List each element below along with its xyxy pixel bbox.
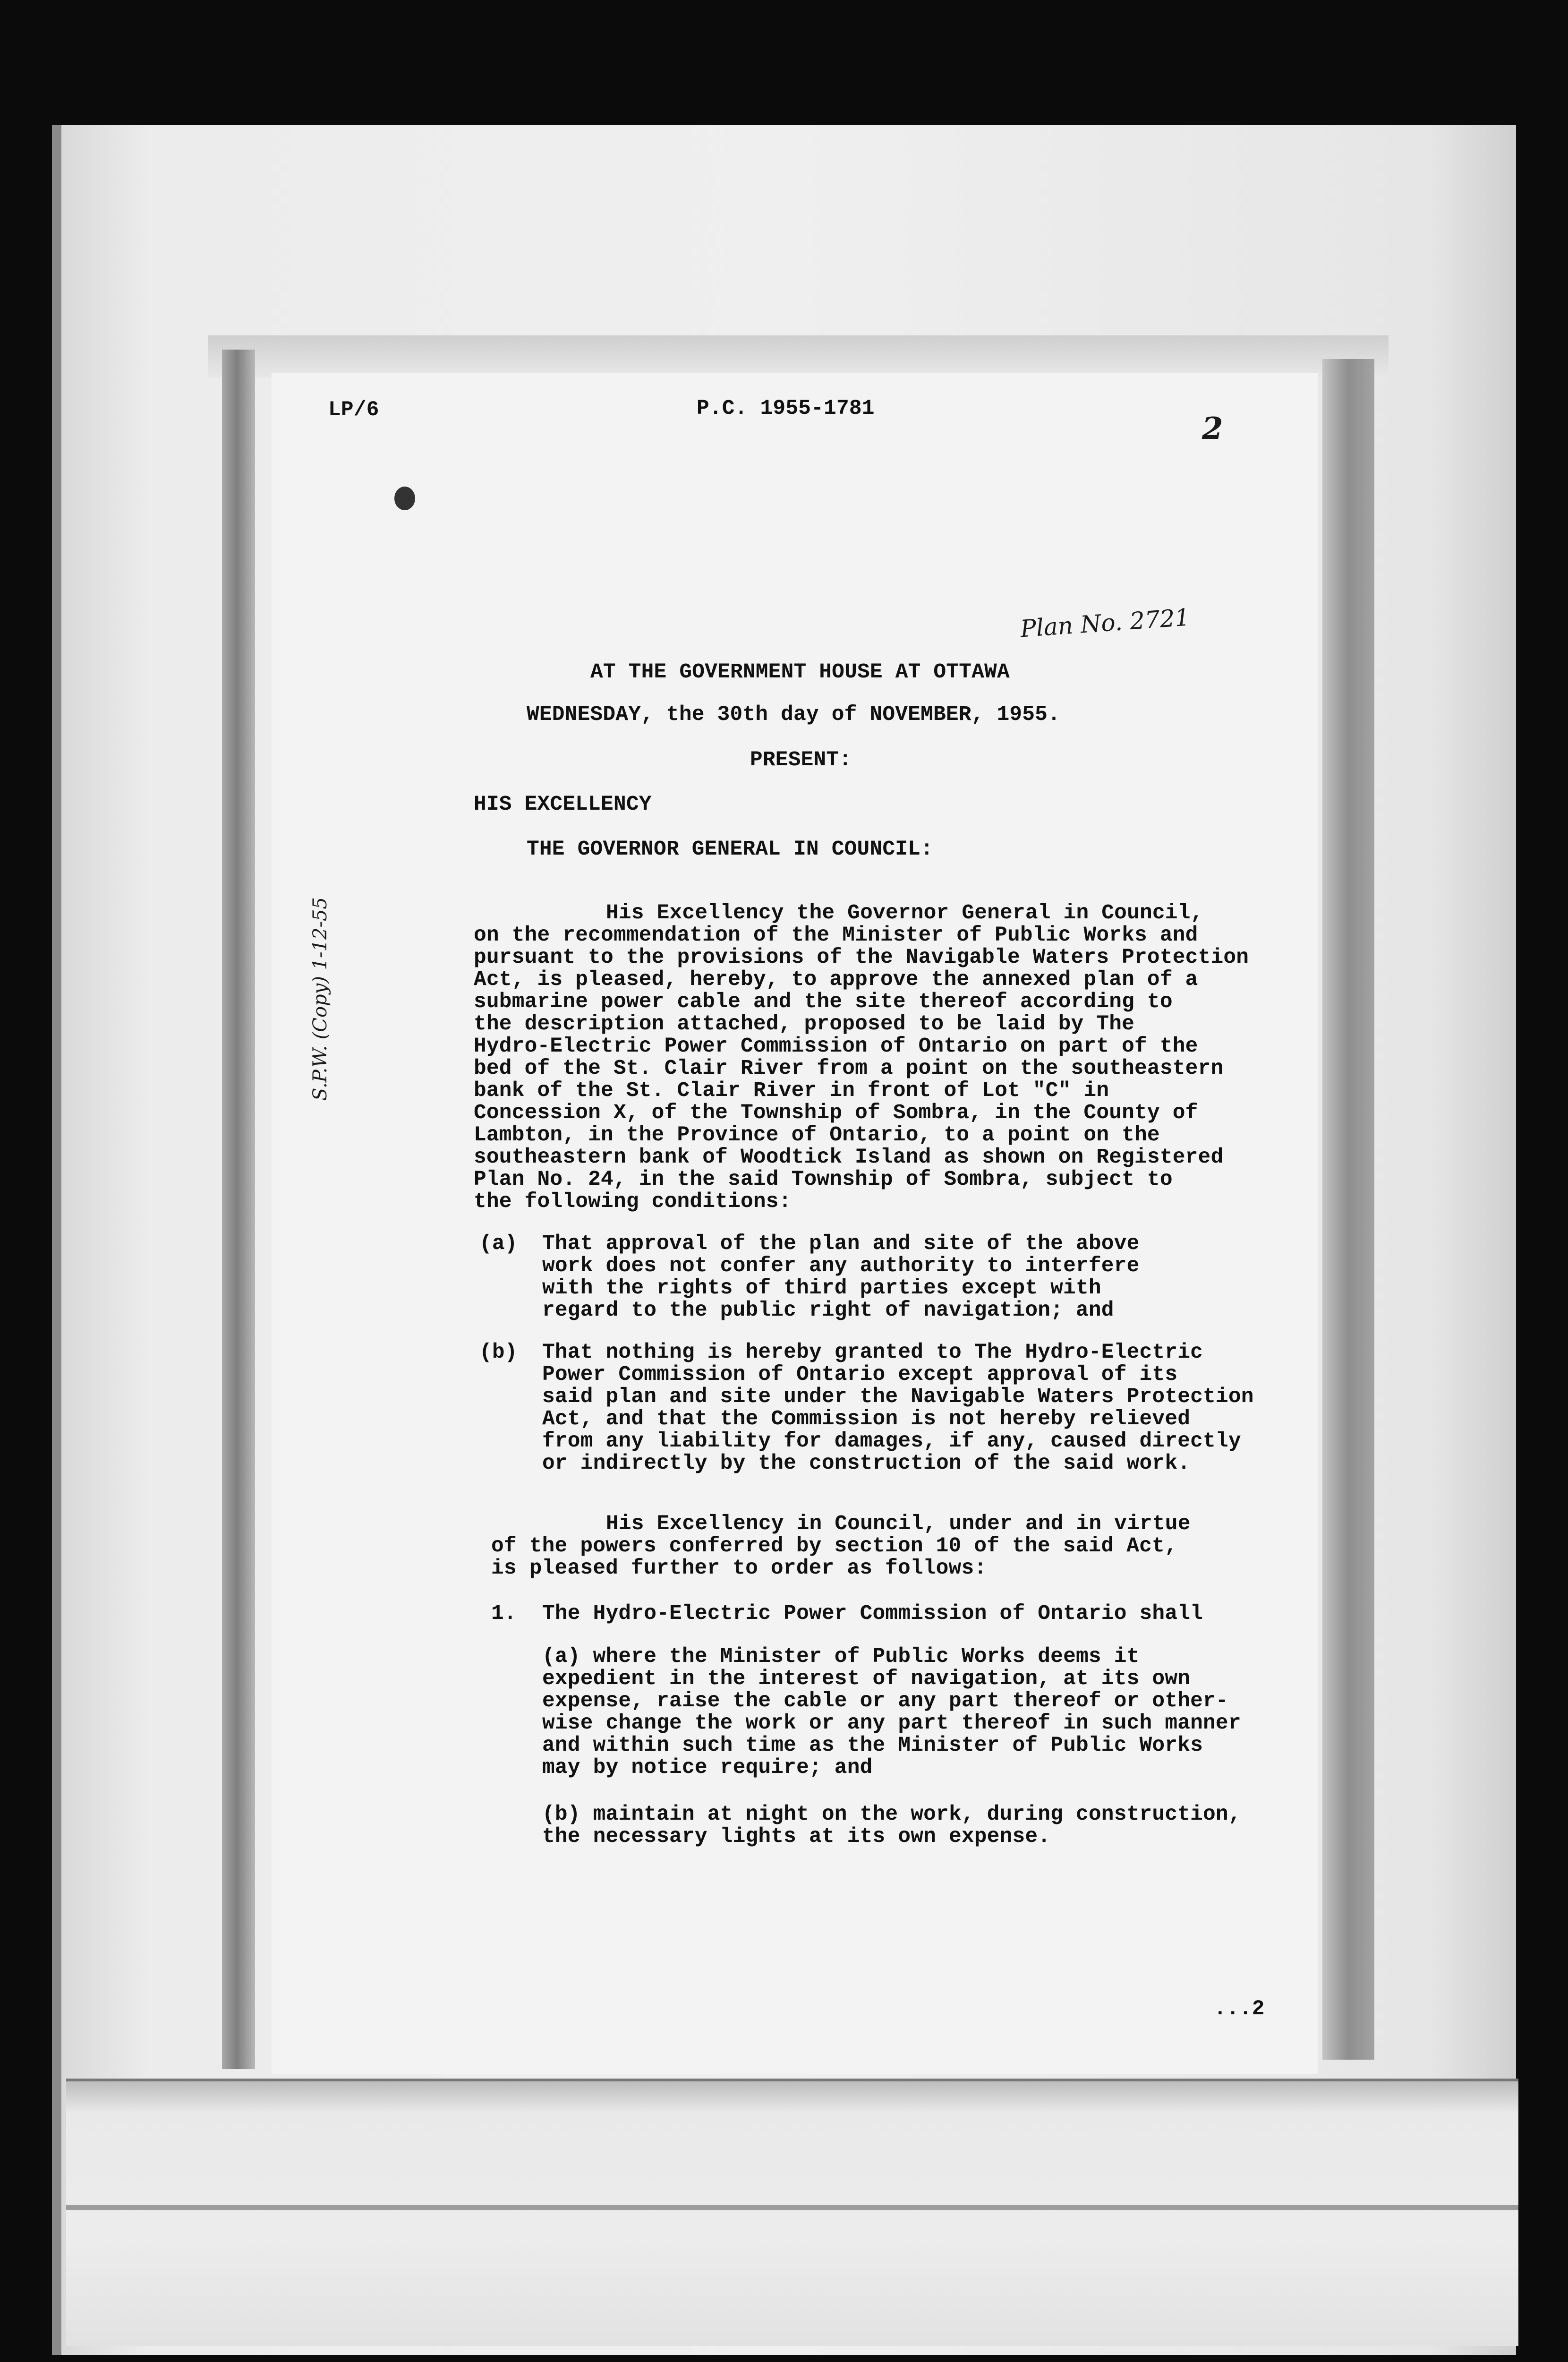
condition-line: or indirectly by the construction of the said work. [542, 1452, 1191, 1475]
para-line: Concession X, of the Township of Sombra, in the County of [474, 1101, 1198, 1125]
sub-a-line: expense, raise the cable or any part thereof or other- [542, 1689, 1228, 1713]
sub-b-line: (b) maintain at night on the work, during construction, [542, 1803, 1241, 1826]
para-line: is pleased further to order as follows: [491, 1557, 987, 1580]
present-heading: PRESENT: [750, 748, 852, 772]
sub-a-line: may by notice require; and [542, 1756, 873, 1780]
para-line: of the powers conferred by section 10 of the said Act, [491, 1534, 1177, 1558]
left-edge-shadow [222, 350, 255, 2069]
lower-divider [66, 2205, 1518, 2210]
item-marker: 1. [491, 1602, 517, 1626]
sub-a-line: and within such time as the Minister of Public Works [542, 1734, 1203, 1757]
condition-marker: (b) [479, 1341, 518, 1364]
condition-line: That nothing is hereby granted to The Hydro-Electric [542, 1341, 1203, 1364]
condition-line: from any liability for damages, if any, caused directly [542, 1429, 1241, 1453]
council-heading: THE GOVERNOR GENERAL IN COUNCIL: [527, 838, 933, 861]
para-line: Hydro-Electric Power Commission of Ontario on part of the [474, 1035, 1198, 1058]
page-mark: 2 [1202, 411, 1223, 446]
place-heading: AT THE GOVERNMENT HOUSE AT OTTAWA [590, 660, 1010, 684]
condition-line: with the rights of third parties except with [542, 1276, 1101, 1300]
sub-a-line: (a) where the Minister of Public Works deems it [542, 1645, 1140, 1669]
top-fold-shadow [208, 335, 1389, 378]
para-line: southeastern bank of Woodtick Island as shown on Registered [474, 1146, 1224, 1169]
para-line: His Excellency in Council, under and in virtue [606, 1512, 1191, 1536]
condition-line: work does not confer any authority to interfere [542, 1254, 1140, 1278]
para-line: bed of the St. Clair River from a point on the southeastern [474, 1057, 1224, 1080]
para-line: pursuant to the provisions of the Navigable Waters Protection [474, 946, 1249, 969]
lower-panel [66, 2079, 1518, 2346]
para-line: bank of the St. Clair River in front of Lot "C" in [474, 1079, 1109, 1103]
plan-number-note: Plan No. 2721 [1019, 603, 1191, 643]
para-line: the following conditions: [474, 1190, 792, 1214]
sub-b-line: the necessary lights at its own expense. [542, 1825, 1051, 1849]
right-edge-shadow [1322, 359, 1374, 2060]
condition-line: regard to the public right of navigation; and [542, 1299, 1114, 1322]
para-line: Plan No. 24, in the said Township of Sombra, subject to [474, 1168, 1173, 1191]
para-line: His Excellency the Governor General in Council, [606, 901, 1203, 925]
para-line: on the recommendation of the Minister of Public Works and [474, 924, 1198, 947]
condition-line: That approval of the plan and site of the above [542, 1232, 1140, 1256]
file-code: LP/6 [328, 398, 379, 422]
sub-a-line: wise change the work or any part thereof in such manner [542, 1712, 1241, 1735]
continuation-mark: ...2 [1214, 1997, 1265, 2021]
margin-note: S.P.W. (Copy) 1-12-55 [309, 897, 331, 1101]
condition-marker: (a) [479, 1232, 518, 1256]
punch-hole [394, 487, 415, 510]
item-text: The Hydro-Electric Power Commission of Ontario shall [542, 1602, 1203, 1626]
sub-a-line: expedient in the interest of navigation, at its own [542, 1667, 1191, 1691]
his-excellency-heading: HIS EXCELLENCY [474, 793, 652, 816]
para-line: submarine power cable and the site thereof according to [474, 990, 1173, 1014]
para-line: the description attached, proposed to be laid by The [474, 1012, 1135, 1036]
condition-line: Act, and that the Commission is not hereby relieved [542, 1407, 1191, 1431]
order-number: P.C. 1955-1781 [697, 397, 875, 420]
date-line: WEDNESDAY, the 30th day of NOVEMBER, 1955. [527, 703, 1060, 727]
para-line: Act, is pleased, hereby, to approve the annexed plan of a [474, 968, 1198, 992]
condition-line: said plan and site under the Navigable Waters Protection [542, 1385, 1254, 1409]
condition-line: Power Commission of Ontario except approval of its [542, 1363, 1178, 1386]
para-line: Lambton, in the Province of Ontario, to a point on the [474, 1123, 1160, 1147]
